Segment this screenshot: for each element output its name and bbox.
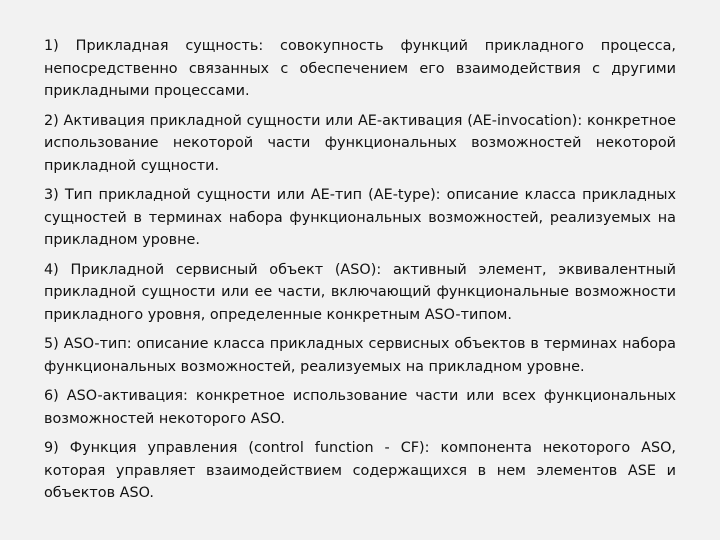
definition-item-9: 9) Функция управления (control function - CF): компонента некоторого ASO, которая управляет взаимодействием содержащихся в нем элементов ASE и объектов ASO. [44,440,676,501]
definition-item-2: 2) Активация прикладной сущности или АЕ-активация (АЕ-invocation): конкретное использование некоторой части функциональных возможностей некоторой прикладной сущности. [44,112,676,174]
definition-item-3: 3) Тип прикладной сущности или АЕ-тип (АЕ-type): описание класса прикладных сущностей в терминах набора функциональных возможностей, реализуемых на прикладном уровне. [44,187,676,248]
definition-item-6: 6) ASO-активация: конкретное использование части или всех функциональных возможностей некоторого ASO. [44,388,676,427]
definitions-text [44,35,676,512]
definition-item-4: 4) Прикладной сервисный объект (ASO): активный элемент, эквивалентный прикладной сущности или ее части, включающий функциональные возможности прикладного уровня, определенные конкретным ASO-типом. [44,261,676,323]
definition-item-5: 5) ASO-тип: описание класса прикладных сервисных объектов в терминах набора функциональных возможностей, реализуемых на прикладном уровне. [44,336,676,375]
definition-item-1: 1) Прикладная сущность: совокупность функций прикладного процесса, непосредственно связанных с обеспечением его взаимодействия с другими прикладными процессами. [44,38,676,99]
